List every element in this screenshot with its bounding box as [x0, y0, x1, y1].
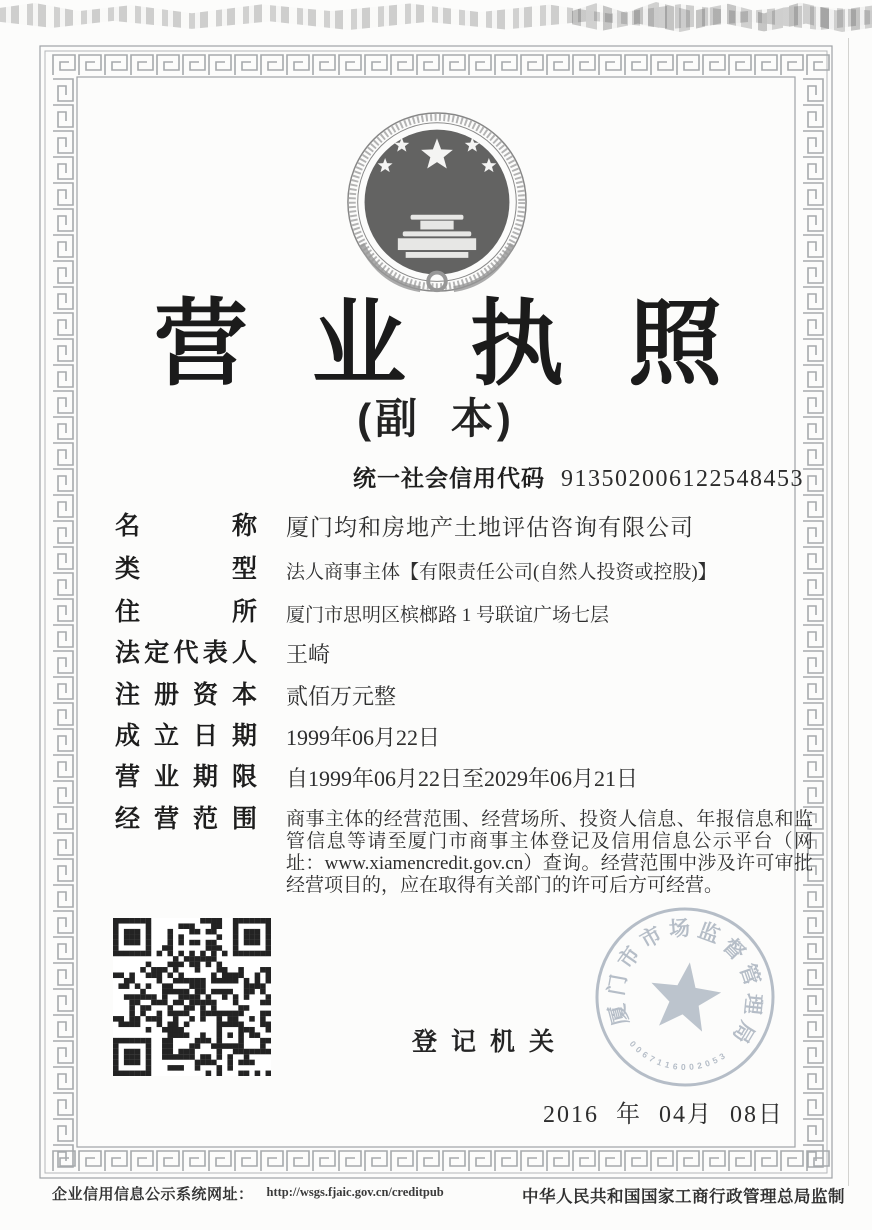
field-label: 成立日期 [115, 722, 257, 750]
svg-text:1: 1 [655, 1056, 664, 1068]
svg-text:1: 1 [663, 1059, 671, 1071]
field-value: 厦门市思明区槟榔路 1 号联谊广场七层 [286, 605, 610, 626]
field-value: 1999年06月22日 [286, 725, 441, 750]
svg-text:局: 局 [728, 1017, 759, 1047]
svg-text:0: 0 [688, 1061, 695, 1072]
svg-text:5: 5 [710, 1054, 720, 1066]
footer [52, 1183, 845, 1207]
registration-authority-label: 登记机关 [412, 1028, 569, 1056]
footer-site-label: 企业信用信息公示系统网址： [52, 1187, 254, 1203]
svg-text:场: 场 [668, 916, 691, 942]
footer-issuer: 中华人民共和国国家工商行政管理总局监制 [522, 1187, 845, 1206]
svg-text:0: 0 [627, 1038, 639, 1049]
page-subtitle: (副 本) [357, 395, 515, 442]
business-scope-text: 商事主体的经营范围、经营场所、投资人信息、年报信息和监管信息等请至厦门市商事主体登记及信用信息公示平台（网址：www.xiamencredit.gov.cn）查询。经营范围中涉及许可审批经营项目的，应在取得有关部门的许可后方可经营。 [286, 809, 813, 896]
svg-text:管: 管 [734, 960, 764, 989]
field-label: 类型 [115, 555, 257, 583]
svg-text:门: 门 [604, 972, 632, 998]
svg-text:市: 市 [636, 922, 667, 954]
svg-text:理: 理 [740, 992, 766, 1016]
svg-text:监: 监 [695, 918, 723, 948]
qr-code [113, 918, 271, 1076]
footer-site-url: http://wsgs.fjaic.gov.cn/creditpub [266, 1185, 444, 1199]
field-label: 营业期限 [115, 763, 257, 791]
page-title: 营 业 执 照 [153, 291, 729, 396]
svg-text:7: 7 [647, 1053, 657, 1065]
field-label: 住所 [115, 598, 257, 626]
svg-text:0: 0 [703, 1057, 712, 1069]
official-seal-icon [588, 900, 782, 1094]
credit-code-label: 统一社会信用代码 [353, 465, 545, 491]
field-value: 王崎 [286, 642, 331, 667]
svg-text:6: 6 [672, 1061, 679, 1072]
field-label: 注册资本 [115, 681, 257, 709]
svg-text:3: 3 [717, 1050, 727, 1062]
field-value: 厦门均和房地产土地评估咨询有限公司 [286, 515, 694, 540]
field-label: 名称 [115, 512, 257, 540]
svg-text:0: 0 [633, 1044, 644, 1055]
svg-text:督: 督 [718, 933, 750, 966]
svg-text:0: 0 [680, 1061, 686, 1073]
issue-date: 2016 年 04月 08日 [543, 1102, 784, 1128]
svg-text:市: 市 [613, 942, 645, 973]
credit-code-line [0, 460, 804, 493]
credit-code-value: 913502006122548453 [561, 466, 804, 492]
field-value: 贰佰万元整 [286, 684, 397, 709]
svg-text:2: 2 [696, 1060, 703, 1071]
field-label: 经营范围 [115, 805, 257, 833]
svg-text:6: 6 [640, 1049, 650, 1061]
svg-text:厦: 厦 [605, 1001, 634, 1028]
field-value: 自1999年06月22日至2029年06月21日 [286, 766, 639, 791]
field-label: 法定代表人 [115, 639, 257, 667]
field-value: 法人商事主体【有限责任公司(自然人投资或控股)】 [286, 562, 717, 583]
